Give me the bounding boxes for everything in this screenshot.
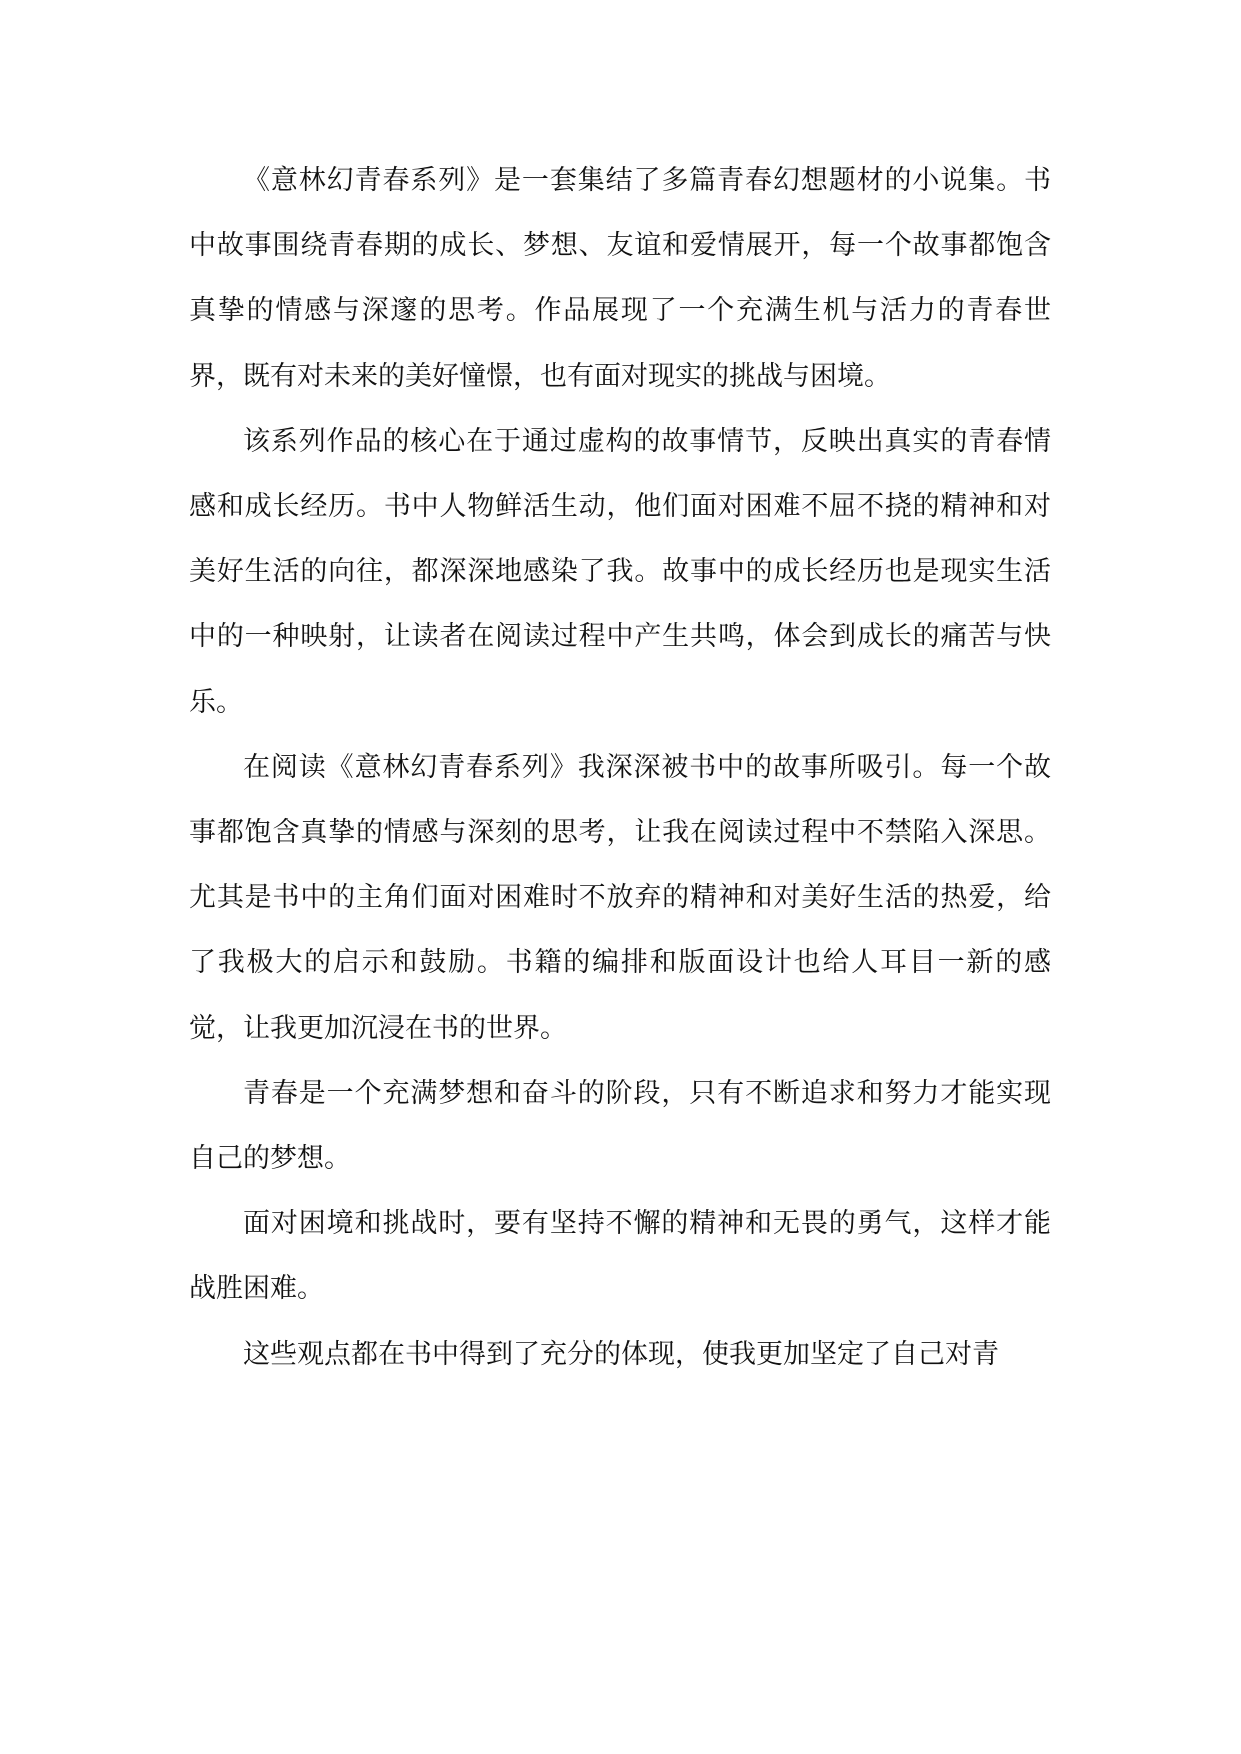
paragraph-5: 面对困境和挑战时，要有坚持不懈的精神和无畏的勇气，这样才能战胜困难。 [189, 1208, 1051, 1305]
paragraph-6: 这些观点都在书中得到了充分的体现，使我更加坚定了自己对青 [243, 1338, 999, 1370]
paragraph-3: 在阅读《意林幻青春系列》我深深被书中的故事所吸引。每一个故事都饱含真挚的情感与深刻的思考，让我在阅读过程中不禁陷入深思。尤其是书中的主角们面对困难时不放弃的精神和对美好生活的热爱，给了我极大的启示和鼓励。书籍的编排和版面设计也给人耳目一新的感觉，让我更加沉浸在书的世界。 [189, 751, 1051, 1044]
paragraph-4: 青春是一个充满梦想和奋斗的阶段，只有不断追求和努力才能实现自己的梦想。 [189, 1077, 1051, 1175]
paragraph-2: 该系列作品的核心在于通过虚构的故事情节，反映出真实的青春情感和成长经历。书中人物鲜活生动，他们面对困难不屈不挠的精神和对美好生活的向往，都深深地感染了我。故事中的成长经历也是现实生活中的一种映射，让读者在阅读过程中产生共鸣，体会到成长的痛苦与快乐。 [189, 425, 1051, 718]
paragraph-1: 《意林幻青春系列》是一套集结了多篇青春幻想题材的小说集。书中故事围绕青春期的成长、梦想、友谊和爱情展开，每一个故事都饱含真挚的情感与深邃的思考。作品展现了一个充满生机与活力的青春世界，既有对未来的美好憧憬，也有面对现实的挑战与困境。 [189, 165, 1051, 392]
document-body [189, 148, 1051, 1387]
